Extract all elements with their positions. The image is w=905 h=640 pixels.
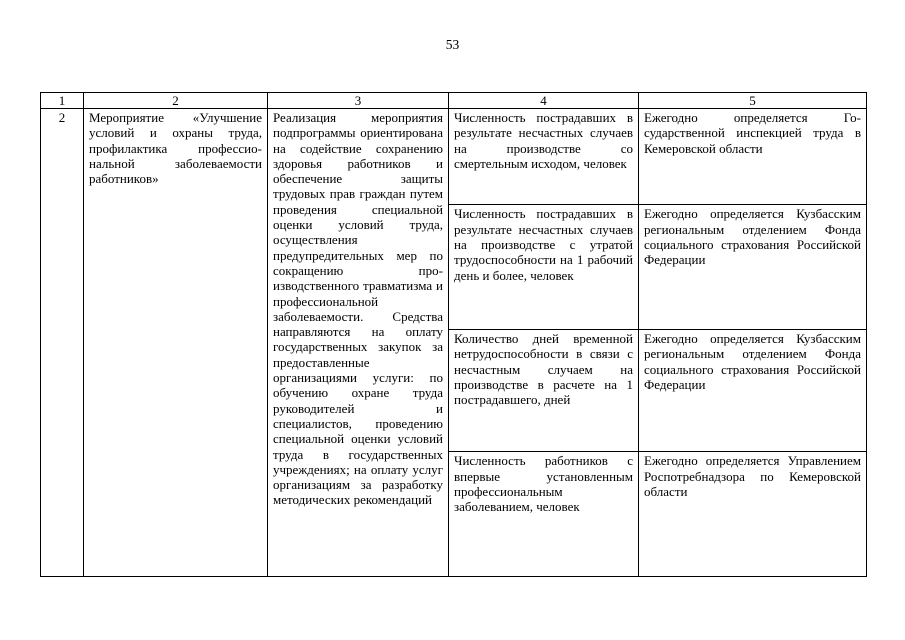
column-header-2: 2 xyxy=(84,93,268,109)
page-number: 53 xyxy=(445,37,460,52)
description-cell xyxy=(268,109,449,577)
column-header-5: 5 xyxy=(639,93,867,109)
column-header-3: 3 xyxy=(268,93,449,109)
source-cell: Ежегодно определяется Управлением Роспотребнадзора по Кемеровской области xyxy=(639,452,867,577)
indicator-cell: Численность работников с впервые установленным профессиональным заболеванием, человек xyxy=(449,452,639,577)
table-row xyxy=(41,109,867,205)
column-header-1: 1 xyxy=(41,93,84,109)
row-number-cell: 2 xyxy=(41,109,84,577)
event-cell: Мероприятие «Улучшение условий и охраны труда, профилактика профессиональной заболеваемости работников» xyxy=(84,109,268,577)
table-header-row xyxy=(41,93,867,109)
indicator-cell: Численность пострадавших в результате несчастных случаев на производстве с утратой трудоспособности на 1 рабочий день и более, человек xyxy=(449,205,639,330)
indicator-cell: Численность пострадавших в результате несчастных случаев на производстве со смертельным исходом, человек xyxy=(449,109,639,205)
description-text: Реализация мероприятия подпрограммы ориентирована на содействие сохранению здоровья работников и обеспечение защиты трудовых прав граждан путем проведения специальной оценки условий труда, осуществления предупредительных мер по сокращению производственного травматизма и профессиональной заболеваемости. Средства направляются на оплату государственных закупок за предоставленные организациями услуги: по обучению охране труда руководителей и специалистов, проведению специальной оценки условий труда в государственных учреждениях; на оплату услуг организациям за разработку методических рекомендаций xyxy=(273,110,443,508)
document-table xyxy=(40,92,867,577)
source-cell: Ежегодно определяется Кузбасским региональным отделением Фонда социального страхования Российской Федерации xyxy=(639,329,867,452)
column-header-4: 4 xyxy=(449,93,639,109)
source-cell: Ежегодно определяется Кузбасским региональным отделением Фонда социального страхования Российской Федерации xyxy=(639,205,867,330)
source-cell: Ежегодно определяется Государственной инспекцией труда в Кемеровской области xyxy=(639,109,867,205)
indicator-cell: Количество дней временной нетрудоспособности в связи с несчастным случаем на производстве в расчете на 1 пострадавшего, дней xyxy=(449,329,639,452)
